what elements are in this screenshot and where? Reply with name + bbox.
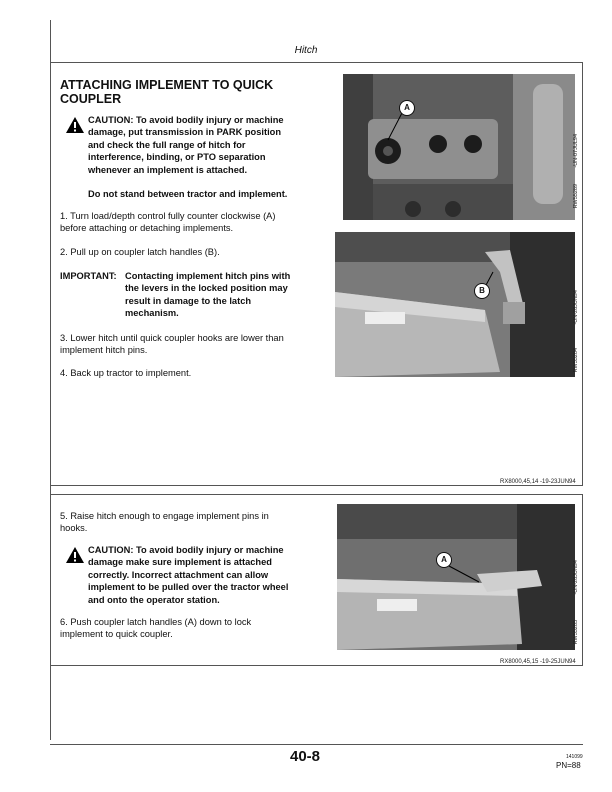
photo-latch-handle [335,232,575,377]
caution-line: interference, binding, or PTO separation [88,152,266,163]
callout-a-photo1: A [399,100,415,116]
section-2-top-rule [50,494,583,495]
step-6-line: 6. Push coupler latch handles (A) down to lock [60,617,252,627]
step-3-line: implement hitch pins. [60,345,148,356]
caution-line: damage, put transmission in PARK position [88,127,282,138]
caution-icon [65,546,85,564]
photo2-date: -UN-28JUN94 [573,290,579,325]
caution-line: CAUTION: To avoid bodily injury or machine [88,545,284,555]
caution-line: and check the full range of hitch for [88,139,246,150]
control-panel-illustration [343,74,575,220]
callout-b-photo2: B [474,283,490,299]
step-1-line: before attaching or detaching implements. [60,223,234,234]
caution-extra: Do not stand between tractor and implement. [88,189,288,200]
caution-line: and onto the operator station. [88,594,220,605]
caution-line: implement to be pulled over the tractor wheel [88,582,289,593]
section-2-ref: RX8000,45,15 -19-25JUN94 [500,659,576,665]
important-line: mechanism. [125,308,179,319]
important-text [125,270,325,320]
caution-block-2 [88,544,323,606]
photo3-date: -UN-28JUN94 [573,560,579,595]
footer-pn: PN=88 [556,761,581,770]
caution-line: CAUTION: To avoid bodily injury or machine [88,115,284,125]
step-3-line: 3. Lower hitch until quick coupler hooks are lower than [60,333,284,343]
step-1-line: 1. Turn load/depth control fully counter clockwise (A) [60,211,276,221]
section-1-top-rule [50,62,583,63]
important-line: result in damage to the latch [125,295,252,306]
caution-line: damage make sure implement is attached [88,557,272,568]
latch-locked-illustration [337,504,575,650]
section-1-title-line2: COUPLER [60,92,122,106]
important-line: the levers in the locked position may [125,283,288,294]
photo-control-panel [343,74,575,220]
page-header-title: Hitch [294,45,318,56]
footer-rule [50,744,583,745]
step-1 [60,210,330,235]
step-6 [60,616,320,641]
section-1-title [60,78,273,106]
photo1-date: -UN-07JUL94 [573,134,579,168]
step-3 [60,332,330,357]
step-5-line: hooks. [60,523,88,534]
step-2: 2. Pull up on coupler latch handles (B). [60,247,220,257]
caution-line: whenever an implement is attached. [88,164,248,175]
section-1-title-line1: ATTACHING IMPLEMENT TO QUICK [60,78,274,92]
important-label: IMPORTANT: [60,271,117,281]
footer-small-code: 141099 [566,754,583,760]
photo3-code: RW55285 [573,620,579,645]
latch-handle-illustration [335,232,575,377]
photo-latch-locked [337,504,575,650]
step-6-line: implement to quick coupler. [60,629,173,640]
page-number: 40-8 [290,748,321,765]
caution-block-1 [88,114,318,200]
section-1-ref: RX8000,45,14 -19-23JUN94 [500,479,576,485]
photo1-code: RW55289 [573,184,579,209]
caution-line: correctly. Incorrect attachment can allow [88,569,269,580]
photo2-code: RW55284 [573,348,579,373]
step-5 [60,510,320,535]
step-5-line: 5. Raise hitch enough to engage implement pins in [60,511,269,521]
caution-icon [65,116,85,134]
step-4: 4. Back up tractor to implement. [60,368,192,378]
callout-a-photo3: A [436,552,452,568]
important-line: Contacting implement hitch pins with [125,271,291,281]
